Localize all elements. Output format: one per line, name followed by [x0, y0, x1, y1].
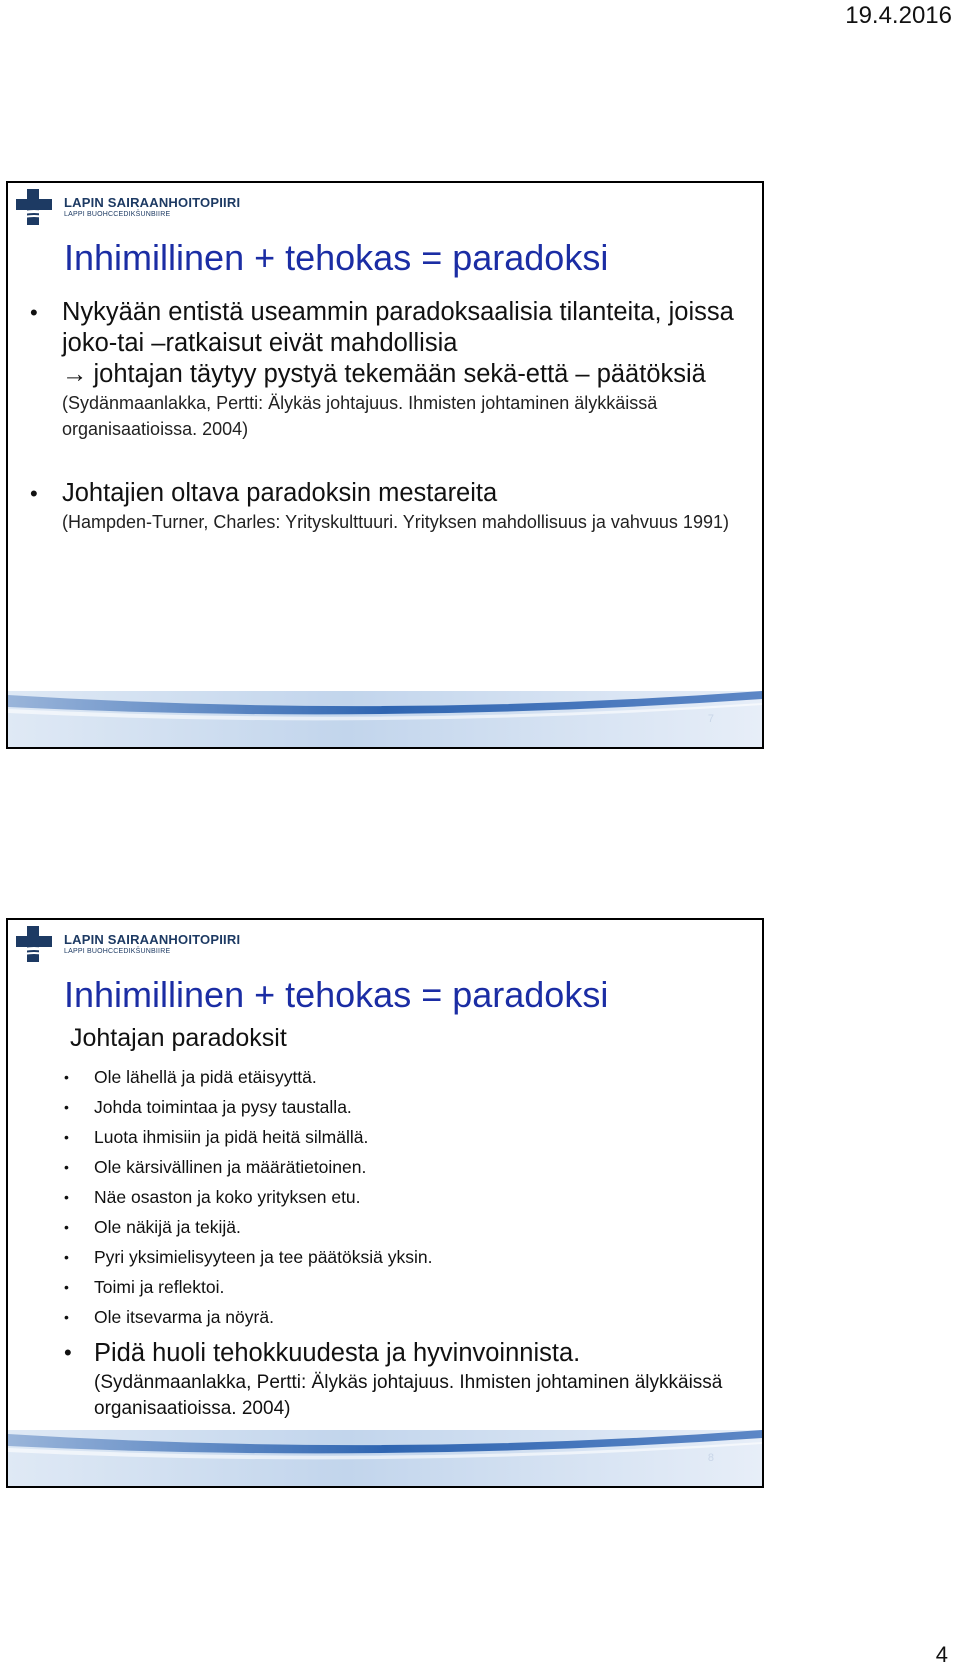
- slide-number: 8: [707, 1452, 714, 1464]
- arrow-line: [30, 359, 742, 390]
- list-item: • Ole kärsivällinen ja määrätietoinen.: [64, 1152, 742, 1182]
- citation: (Sydänmaanlakka, Pertti: Älykäs johtajuus. Ihmisten johtaminen älykkäissä organisaatioissa. 2004): [62, 393, 658, 439]
- list-item: • Ole lähellä ja pidä etäisyyttä.: [64, 1062, 742, 1092]
- list-item: • Ole näkijä ja tekijä.: [64, 1212, 742, 1242]
- organization-logo: [14, 187, 240, 227]
- slide-7: [6, 181, 764, 749]
- slide-title: Inhimillinen + tehokas = paradoksi: [64, 237, 609, 278]
- logo-subname: LAPPI BUOHCCEDIKŠUNBIIRE: [64, 948, 171, 955]
- list-item: • Toimi ja reflektoi.: [64, 1272, 742, 1302]
- slide-number: 7: [707, 713, 714, 725]
- slide-subtitle: Johtajan paradoksit: [70, 1024, 287, 1052]
- list-item: • Pyri yksimielisyyteen ja tee päätöksiä yksin.: [64, 1242, 742, 1272]
- organization-logo: [14, 924, 240, 964]
- list-item: • Näe osaston ja koko yrityksen etu.: [64, 1182, 742, 1212]
- list-item: • Ole itsevarma ja nöyrä.: [64, 1302, 742, 1332]
- slide-8: [6, 918, 764, 1488]
- slide-title: Inhimillinen + tehokas = paradoksi: [64, 974, 609, 1015]
- logo-name: LAPIN SAIRAANHOITOPIIRI: [64, 932, 241, 947]
- page-date: 19.4.2016: [845, 2, 952, 29]
- citation: (Sydänmaanlakka, Pertti: Älykäs johtajuus. Ihmisten johtaminen älykkäissä organisaatioissa. 2004): [94, 1372, 723, 1419]
- bullet-item: • Nykyään entistä useammin paradoksaalisia tilanteita, joissa joko-tai –ratkaisut eivät mahdollisia: [30, 297, 742, 359]
- footer-wave: [8, 691, 762, 747]
- main-bullet: • Pidä huoli tehokkuudesta ja hyvinvoinnista.: [64, 1336, 742, 1370]
- bullet-list: [30, 297, 742, 535]
- cross-logo-icon: [14, 187, 54, 227]
- bullet-item: • Johtajien oltava paradoksin mestareita: [30, 478, 742, 509]
- page-number: 4: [935, 1642, 948, 1667]
- footer-wave: [8, 1430, 762, 1486]
- paradox-list: [64, 1062, 742, 1422]
- list-item: • Johda toimintaa ja pysy taustalla.: [64, 1092, 742, 1122]
- arrow-text: johtajan täytyy pystyä tekemään sekä-että – päätöksiä: [93, 360, 706, 388]
- logo-name: LAPIN SAIRAANHOITOPIIRI: [64, 195, 241, 210]
- list-item: • Luota ihmisiin ja pidä heitä silmällä.: [64, 1122, 742, 1152]
- logo-subname: LAPPI BUOHCCEDIKŠUNBIIRE: [64, 211, 171, 218]
- cross-logo-icon: [14, 924, 54, 964]
- citation: (Hampden-Turner, Charles: Yrityskulttuuri. Yrityksen mahdollisuus ja vahvuus 1991): [62, 512, 729, 532]
- arrow-right-icon: →: [62, 360, 88, 388]
